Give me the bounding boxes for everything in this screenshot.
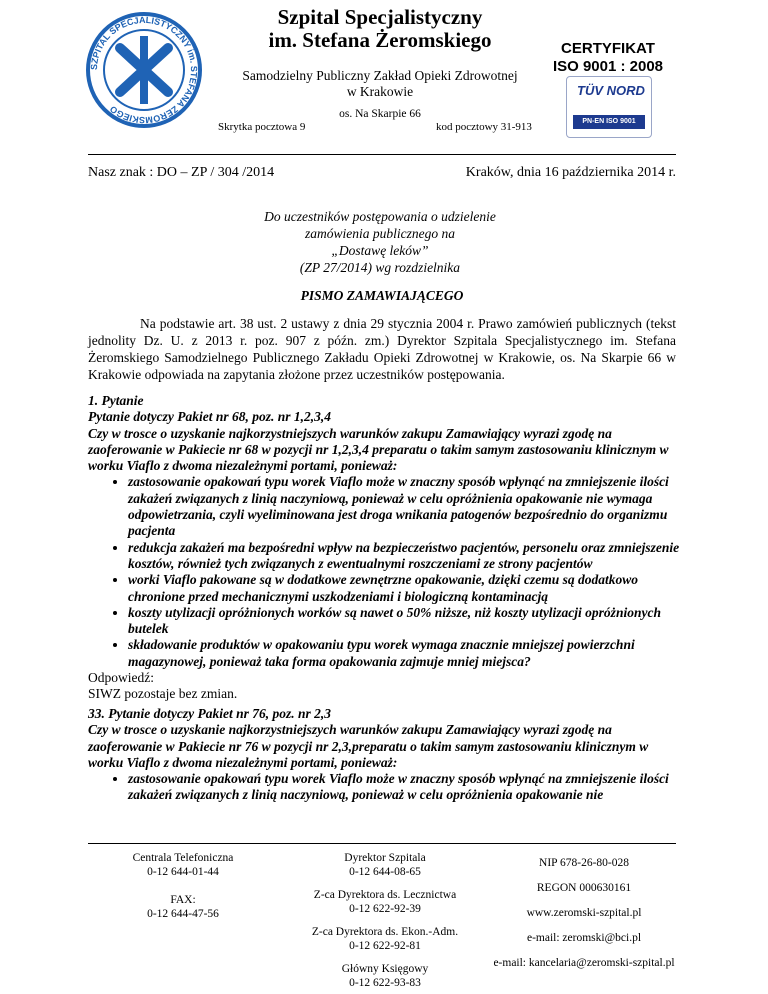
list-item: • zastosowanie opakowań typu worek Viaflo może w znaczny sposób wpłynąć na zmniejszenie ilości zakażeń związanych z linią naczyniową, ponieważ w celu opróżnienia opakowanie nie — [128, 771, 680, 804]
footer-directors: Dyrektor Szpitala 0-12 644-08-65 Z-ca Dyrektora ds. Lecznictwa 0-12 622-92-39 Z-ca Dyrektora ds. Ekon.-Adm. 0-12 622-92-81 Główny Księgowy 0-12 622-93-83 — [311, 852, 459, 989]
list-item: • koszty utylizacji opróżnionych worków są nawet o 50% niższe, niż koszty utylizacji opróżnionych butelek — [128, 605, 680, 638]
hospital-address: os. Na Skarpie 66 — [339, 108, 421, 120]
intro-paragraph: Na podstawie art. 38 ust. 2 ustawy z dnia 29 stycznia 2004 r. Prawo zamówień publicznych (tekst jednolity Dz. U. z 2013 r. poz. 907 z późn. zm.) Dyrektor Szpitala Specjalistycznego im. Stefana Żeromskiego Samodzielnego Publicznego Zakładu Opieki Zdrowotnej w Krakowie, os. Na Skarpie 66 w Krakowie odpowiada na zapytania złożone przez uczestników postępowania. — [88, 316, 676, 382]
addressee: Do uczestników postępowania o udzielenie zamówienia publicznego na „Dostawę leków” (ZP 27/2014) wg rozdzielnika — [264, 209, 496, 275]
list-item: • zastosowanie opakowań typu worek Viaflo może w znaczny sposób wpłynąć na zmniejszenie ilości zakażeń związanych z linią naczyniową, ponieważ w celu opróżnienia opakowanie nie wymaga odpowietrzania, czyli wyeliminowana jest droga wnikania patogenów bezpośrednio do organizmu pacjenta — [128, 474, 680, 539]
tuv-nord-logo: TÜV NORD PN-EN ISO 9001 — [566, 76, 652, 138]
question-33 — [88, 706, 680, 804]
letter-heading: PISMO ZAMAWIAJĄCEGO — [300, 288, 464, 303]
footer-divider — [88, 843, 676, 844]
postal-code: kod pocztowy 31-913 — [436, 121, 532, 133]
footer-contact: NIP 678-26-80-028 REGON 000630161 www.zeromski-szpital.pl e-mail: zeromski@bci.pl e-mail: kancelaria@zeromski-szpital.pl — [493, 857, 675, 969]
question-text: Czy w trosce o uzyskanie najkorzystniejszych warunków zakupu Zamawiający wyrazi zgodę na zaoferowanie w Pakiecie nr 68 w pozycji nr 1,2,3,4 preparatu o takim samym zastosowaniu klinicznym w worku Viaflo z dwoma niezależnymi portami, ponieważ: — [88, 425, 669, 474]
po-box: Skrytka pocztowa 9 — [218, 121, 306, 133]
question-subject: 33. Pytanie dotyczy Pakiet nr 76, poz. nr 2,3 — [88, 706, 331, 721]
letter-date: Kraków, dnia 16 października 2014 r. — [465, 165, 676, 180]
header-divider — [88, 154, 676, 155]
reference-number: Nasz znak : DO – ZP / 304 /2014 — [88, 165, 275, 180]
list-item: • składowanie produktów w opakowaniu typu worek wymaga znacznie mniejszej powierzchni magazynowej, ponieważ taka forma opakowania zajmuje mniej miejsca? — [128, 637, 680, 670]
hospital-logo — [84, 10, 204, 130]
hospital-name: Szpital Specjalistyczny im. Stefana Żeromskiego — [268, 5, 492, 52]
list-item: • redukcja zakażeń ma bezpośredni wpływ na bezpieczeństwo pacjentów, personelu oraz zmniejszenie kosztów, również tych związanych z ewentualnymi roszczeniami ze strony pacjentów — [128, 540, 680, 573]
footer-phones: Centrala Telefoniczna 0-12 644-01-44 FAX: 0-12 644-47-56 — [132, 852, 234, 920]
answer-text: SIWZ pozostaje bez zmian. — [88, 686, 238, 702]
list-item: • worki Viaflo pakowane są w dodatkowe zewnętrzne opakowanie, dzięki czemu są dodatkowo chronione przed mechanicznymi uszkodzeniami i biologiczną kontaminacją — [128, 572, 680, 605]
question-1 — [88, 393, 680, 703]
svg-text:SZPITAL SPECJALISTYCZNY im. ST: SZPITAL SPECJALISTYCZNY im. STEFANA ŻEROMSKIEGO — [88, 14, 200, 126]
question-text: Czy w trosce o uzyskanie najkorzystniejszych warunków zakupu Zamawiający wyrazi zgodę na zaoferowanie w Pakiecie nr 76 w pozycji nr 2,3,preparatu o takim samym zastosowaniu klinicznym w worku Viaflo z dwoma niezależnymi portami, ponieważ: — [88, 722, 649, 770]
question-bullets — [88, 474, 680, 670]
answer-label: Odpowiedź: — [88, 670, 154, 686]
question-subject: Pytanie dotyczy Pakiet nr 68, poz. nr 1,2,3,4 — [88, 409, 331, 425]
iso-certificate: CERTYFIKAT ISO 9001 : 2008 — [552, 40, 664, 75]
hospital-unit: Samodzielny Publiczny Zakład Opieki Zdrowotnej w Krakowie — [242, 68, 518, 99]
question-number: 1. Pytanie — [88, 393, 144, 408]
question-bullets — [88, 771, 680, 804]
